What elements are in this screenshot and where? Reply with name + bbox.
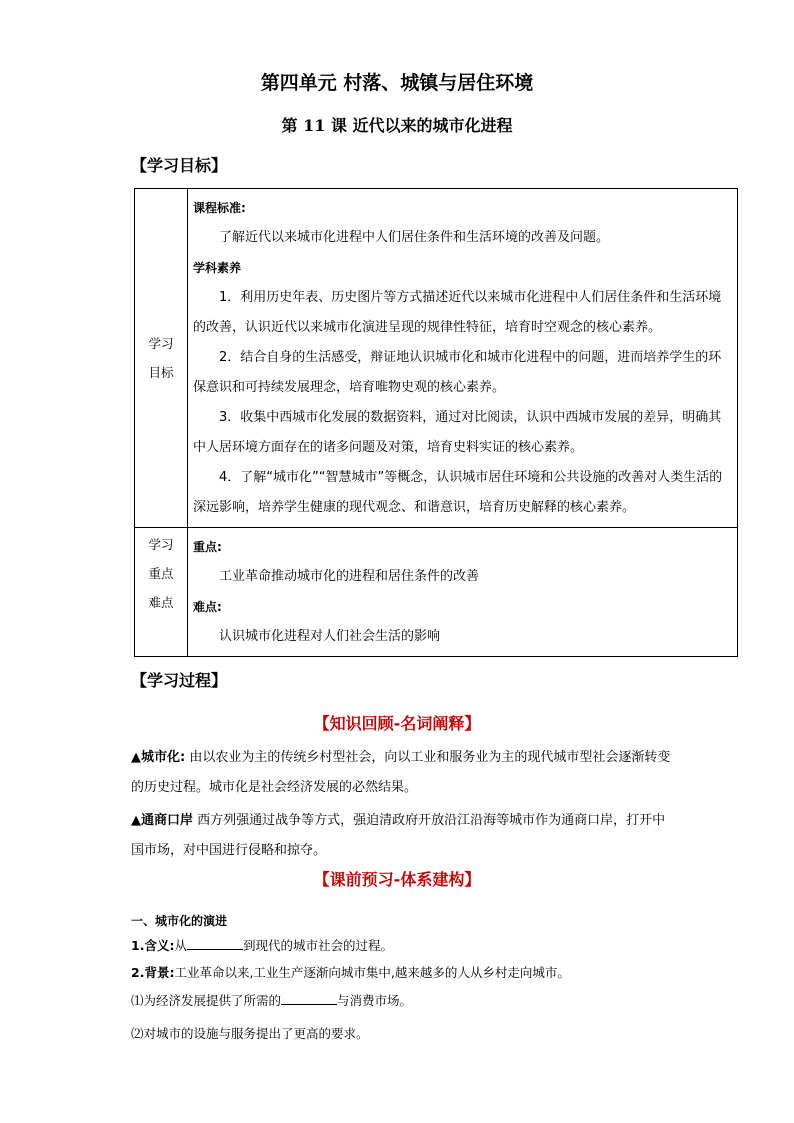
goals-row bbox=[135, 189, 738, 528]
preview-point-meaning bbox=[131, 936, 393, 954]
keypoints-row bbox=[135, 528, 738, 657]
fill-blank[interactable] bbox=[187, 948, 243, 950]
lesson-title: 第 11 课 近代以来的城市化进程 bbox=[281, 116, 513, 135]
literacy-item: 3．收集中西城市化发展的数据资料，通过对比阅读，认识中西城市发展的差异，明确其中人居环境方面存在的诸多问题及对策，培育史料实证的核心素养。 bbox=[193, 410, 722, 455]
preview-point-1: 一、城市化的演进 bbox=[131, 914, 228, 928]
unit-title: 第四单元 村落、城镇与居住环境 bbox=[260, 72, 534, 94]
key-text: 工业革命推动城市化的进程和居住条件的改善 bbox=[219, 569, 480, 584]
section-goals-heading: 【学习目标】 bbox=[131, 156, 228, 175]
point-text: 工业革命以来,工业生产逐渐向城市集中,越来越多的人从乡村走向城市。 bbox=[174, 965, 570, 980]
goals-row-label bbox=[135, 189, 188, 528]
point-text: 从 bbox=[174, 938, 187, 953]
label-line: 学习 bbox=[148, 537, 174, 552]
preview-point-sub2: ⑵对城市的设施与服务提出了更高的要求。 bbox=[131, 1026, 369, 1041]
point-text: ⑴为经济发展提供了所需的 bbox=[131, 993, 282, 1008]
curriculum-heading: 课程标准: bbox=[193, 201, 246, 215]
key-heading: 重点: bbox=[193, 540, 222, 554]
point-label: 2.背景: bbox=[131, 965, 175, 980]
term-name: ▲通商口岸 bbox=[131, 813, 193, 828]
difficult-text: 认识城市化进程对人们社会生活的影响 bbox=[219, 629, 441, 644]
fill-blank[interactable] bbox=[281, 1003, 337, 1005]
label-line: 重点 bbox=[148, 566, 174, 581]
literacy-item: 4．了解“城市化”“智慧城市”等概念，认识城市居住环境和公共设施的改善对人类生活的深远影响，培养学生健康的现代观念、和谐意识，培育历史解释的核心素养。 bbox=[193, 470, 723, 515]
keypoints-row-label bbox=[135, 528, 188, 657]
difficult-heading: 难点: bbox=[193, 600, 222, 614]
preview-point-background bbox=[131, 963, 570, 981]
goals-content bbox=[188, 189, 738, 528]
preview-point-sub1 bbox=[131, 991, 412, 1009]
point-label: 1.含义: bbox=[131, 938, 175, 953]
curriculum-text: 了解近代以来城市化进程中人们居住条件和生活环境的改善及问题。 bbox=[219, 230, 610, 245]
term-name: ▲城市化: bbox=[131, 750, 186, 765]
literacy-item: 2．结合自身的生活感受，辩证地认识城市化和城市化进程中的问题，进而培养学生的环保意识和可持续发展理念，培育唯物史观的核心素养。 bbox=[193, 350, 722, 395]
preview-heading: 【课前预习-体系建构】 bbox=[313, 870, 481, 889]
literacy-item: 1．利用历史年表、历史图片等方式描述近代以来城市化进程中人们居住条件和生活环境的改善，认识近代以来城市化演进呈现的规律性特征，培育时空观念的核心素养。 bbox=[193, 290, 722, 335]
label-line: 学习 bbox=[148, 336, 174, 351]
keypoints-content bbox=[188, 528, 738, 657]
term-text: 西方列强通过战争等方式，强迫清政府开放沿江沿海等城市作为通商口岸，打开中国市场，对中国进行侵略和掠夺。 bbox=[131, 813, 666, 858]
review-heading: 【知识回顾-名词阐释】 bbox=[313, 714, 481, 733]
label-line: 目标 bbox=[148, 365, 174, 380]
term-text: 由以农业为主的传统乡村型社会，向以工业和服务业为主的现代城市型社会逐渐转变的历史过程。城市化是社会经济发展的必然结果。 bbox=[131, 750, 671, 795]
goals-table bbox=[134, 188, 738, 657]
section-process-heading: 【学习过程】 bbox=[131, 671, 228, 690]
term-treaty-port bbox=[131, 806, 671, 866]
label-line: 难点 bbox=[148, 595, 174, 610]
point-text: 到现代的城市社会的过程。 bbox=[242, 938, 393, 953]
literacy-heading: 学科素养 bbox=[193, 261, 242, 275]
point-text: 与消费市场。 bbox=[337, 993, 413, 1008]
term-urbanization bbox=[131, 743, 671, 803]
